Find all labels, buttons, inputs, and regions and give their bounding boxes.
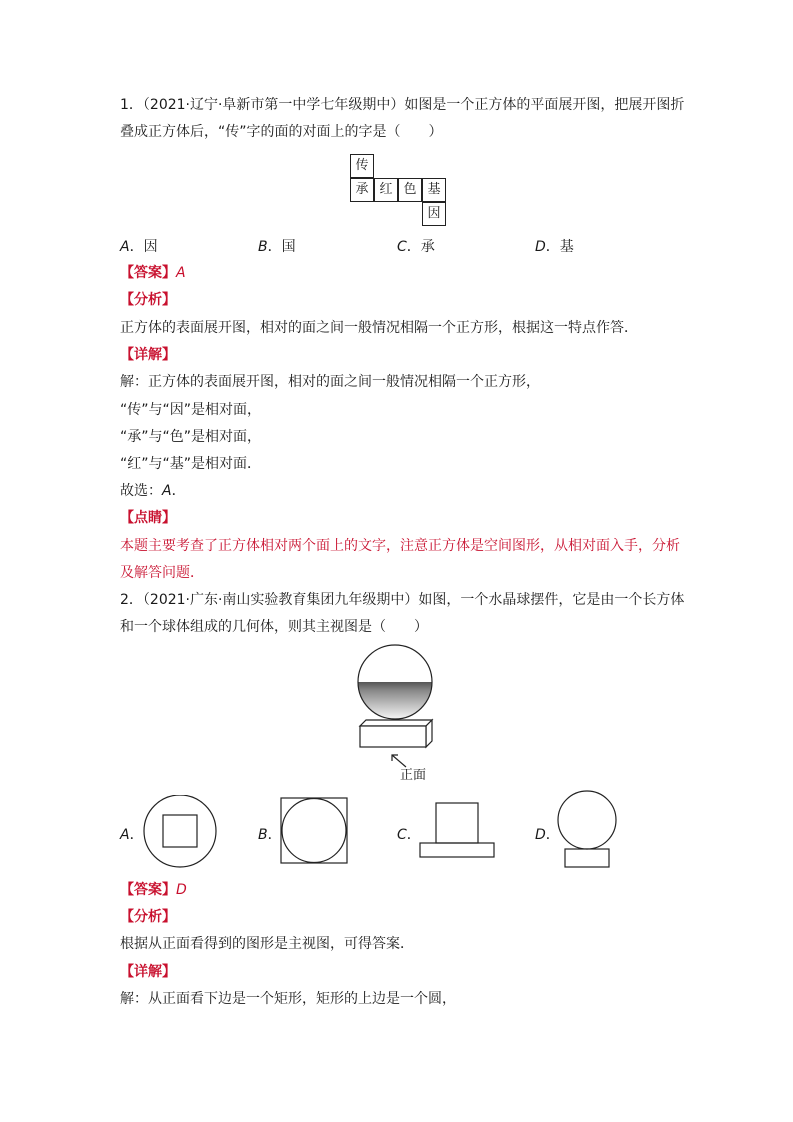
q1-answer [120, 263, 186, 283]
q1-option-b[interactable]: B．国 [258, 239, 296, 255]
sphere-shape [358, 645, 432, 719]
box-top-face [360, 720, 432, 726]
q2-stem-line2: 和一个球体组成的几何体，则其主视图是（ ） [120, 619, 428, 635]
q1-choose: 故选：A． [120, 483, 186, 499]
net-cell-hong: 红 [374, 178, 398, 202]
cube-net-figure [350, 154, 446, 226]
crystal-ball-figure [340, 640, 450, 785]
q1-detail-line: “红”与“基”是相对面． [120, 456, 262, 472]
q2-option-a-label[interactable]: A． [120, 827, 144, 843]
q1-option-a[interactable]: A．因 [120, 239, 158, 255]
answer-tag: 【答案】 [120, 265, 176, 281]
q1-option-d[interactable]: D．基 [535, 239, 574, 255]
q2-detail-line1: 解：从正面看下边是一个矩形，矩形的上边是一个圆， [120, 991, 456, 1007]
q2-option-b-figure[interactable] [280, 797, 350, 865]
q1-detail-line: “承”与“色”是相对面， [120, 429, 262, 445]
answer-value: D [176, 882, 187, 898]
q1-comment-line1: 本题主要考查了正方体相对两个面上的文字，注意正方体是空间图形，从相对面入手，分析 [120, 538, 680, 554]
net-cell-se: 色 [398, 178, 422, 202]
q1-detail-tag: 【详解】 [120, 347, 176, 363]
box-front-face [360, 726, 426, 747]
q1-detail-line: 解：正方体的表面展开图，相对的面之间一般情况相隔一个正方形， [120, 374, 540, 390]
q1-stem-line1: 1．（2021·辽宁·阜新市第一中学七年级期中）如图是一个正方体的平面展开图，把展开图折 [120, 97, 685, 113]
q1-comment-tag: 【点睛】 [120, 510, 176, 526]
q2-option-a-figure[interactable] [142, 795, 220, 869]
q2-option-b-label[interactable]: B． [258, 827, 282, 843]
q2-stem-line1: 2．（2021·广东·南山实验教育集团九年级期中）如图，一个水晶球摆件，它是由一个长方体 [120, 592, 685, 608]
net-cell-cheng: 承 [350, 178, 374, 202]
q2-option-c-label[interactable]: C． [397, 827, 421, 843]
q1-analysis-text: 正方体的表面展开图，相对的面之间一般情况相隔一个正方形，根据这一特点作答． [120, 320, 638, 336]
q2-answer [120, 880, 187, 900]
front-view-label: 正面 [400, 768, 427, 783]
q2-option-d-figure[interactable] [555, 790, 621, 870]
answer-tag: 【答案】 [120, 882, 176, 898]
answer-value: A [176, 265, 186, 281]
q1-detail-line: “传”与“因”是相对面， [120, 402, 262, 418]
net-cell-yin: 因 [422, 202, 446, 226]
q2-option-c-figure[interactable] [418, 802, 498, 860]
q1-option-c[interactable]: C．承 [397, 239, 435, 255]
net-cell-ji: 基 [422, 178, 446, 202]
q2-analysis-text: 根据从正面看得到的图形是主视图，可得答案． [120, 936, 414, 952]
net-cell-chuan: 传 [350, 154, 374, 178]
q2-analysis-tag: 【分析】 [120, 909, 176, 925]
q1-stem-line2: 叠成正方体后，“传”字的面的对面上的字是（ ） [120, 124, 443, 140]
q1-analysis-tag: 【分析】 [120, 292, 176, 308]
q2-option-d-label[interactable]: D． [535, 827, 560, 843]
q1-comment-line2: 及解答问题． [120, 565, 204, 581]
q2-detail-tag: 【详解】 [120, 964, 176, 980]
